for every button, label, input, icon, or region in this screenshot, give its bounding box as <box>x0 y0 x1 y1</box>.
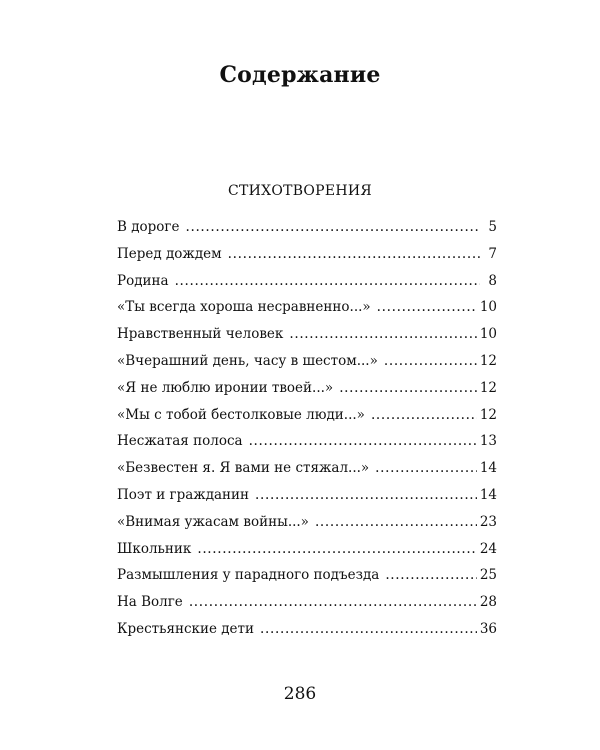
dot-leader <box>228 246 480 262</box>
toc-entry <box>117 353 497 380</box>
toc-entry <box>117 407 497 434</box>
toc-entry-page: 12 <box>479 406 497 423</box>
toc-entry-page: 25 <box>479 567 497 584</box>
dot-leader <box>255 487 477 503</box>
toc-entry-title: «Внимая ужасам войны...» <box>117 513 309 530</box>
toc-entry <box>117 541 497 568</box>
toc-entry-title: «Безвестен я. Я вами не стяжал...» <box>117 460 370 477</box>
toc-entry <box>117 299 497 326</box>
toc-entry-title: Школьник <box>117 540 192 557</box>
toc-entry-title: «Я не люблю иронии твоей...» <box>117 379 334 396</box>
toc-entry <box>117 487 497 514</box>
toc-entry-page: 8 <box>488 272 497 289</box>
toc-entry-title: «Мы с тобой бестолковые люди...» <box>117 406 365 423</box>
dot-leader <box>260 621 477 637</box>
toc-entry-page: 14 <box>479 460 497 477</box>
toc-entry-page: 12 <box>479 352 497 369</box>
dot-leader <box>385 567 477 583</box>
section-title: СТИХОТВОРЕНИЯ <box>227 183 373 199</box>
dot-leader <box>377 299 477 315</box>
toc-entry <box>117 514 497 541</box>
dot-leader <box>249 433 477 449</box>
dot-leader <box>189 594 477 610</box>
dot-leader <box>289 326 476 342</box>
toc-entry-title: Размышления у парадного подъезда <box>117 567 380 584</box>
dot-leader <box>339 380 477 396</box>
toc-entry <box>117 326 497 353</box>
toc-entry-page: 7 <box>488 245 497 262</box>
toc-entry-title: На Волге <box>117 594 183 611</box>
toc-entry <box>117 273 497 300</box>
dot-leader <box>371 407 477 423</box>
page-title: Содержание <box>219 62 381 88</box>
dot-leader <box>315 514 477 530</box>
toc-entry-page: 13 <box>479 433 497 450</box>
toc-entry-title: Нравственный человек <box>117 326 284 343</box>
toc-entry <box>117 380 497 407</box>
toc-entry-title: Крестьянские дети <box>117 620 255 637</box>
toc-entry-page: 5 <box>488 219 497 235</box>
dot-leader <box>197 541 476 557</box>
toc-entry-title: Несжатая полоса <box>117 433 243 450</box>
toc-entry-title: Поэт и гражданин <box>117 486 250 503</box>
toc-entry-page: 23 <box>479 513 497 530</box>
toc-entry-title: «Вчерашний день, часу в шестом...» <box>117 352 378 369</box>
toc-entry <box>117 621 497 648</box>
toc-entry <box>117 246 497 273</box>
dot-leader <box>185 219 480 235</box>
toc-entry-page: 28 <box>479 594 497 611</box>
page-number: 286 <box>283 684 317 704</box>
toc-entry <box>117 460 497 487</box>
toc-entry <box>117 433 497 460</box>
toc-entry-title: Перед дождем <box>117 245 222 262</box>
toc-entry-title: Родина <box>117 272 169 289</box>
toc-entry-page: 10 <box>479 299 497 316</box>
toc-entry <box>117 567 497 594</box>
dot-leader <box>175 273 480 289</box>
toc-entry-page: 14 <box>479 486 497 503</box>
toc-entry <box>117 219 497 246</box>
toc-entry-title: В дороге <box>117 219 180 235</box>
toc-entry-page: 24 <box>479 540 497 557</box>
table-of-contents <box>117 219 497 648</box>
toc-entry-page: 36 <box>479 620 497 637</box>
dot-leader <box>375 460 477 476</box>
toc-entry-page: 10 <box>479 326 497 343</box>
toc-entry-title: «Ты всегда хороша несравненно...» <box>117 299 371 316</box>
toc-entry <box>117 594 497 621</box>
toc-entry-page: 12 <box>479 379 497 396</box>
dot-leader <box>384 353 477 369</box>
